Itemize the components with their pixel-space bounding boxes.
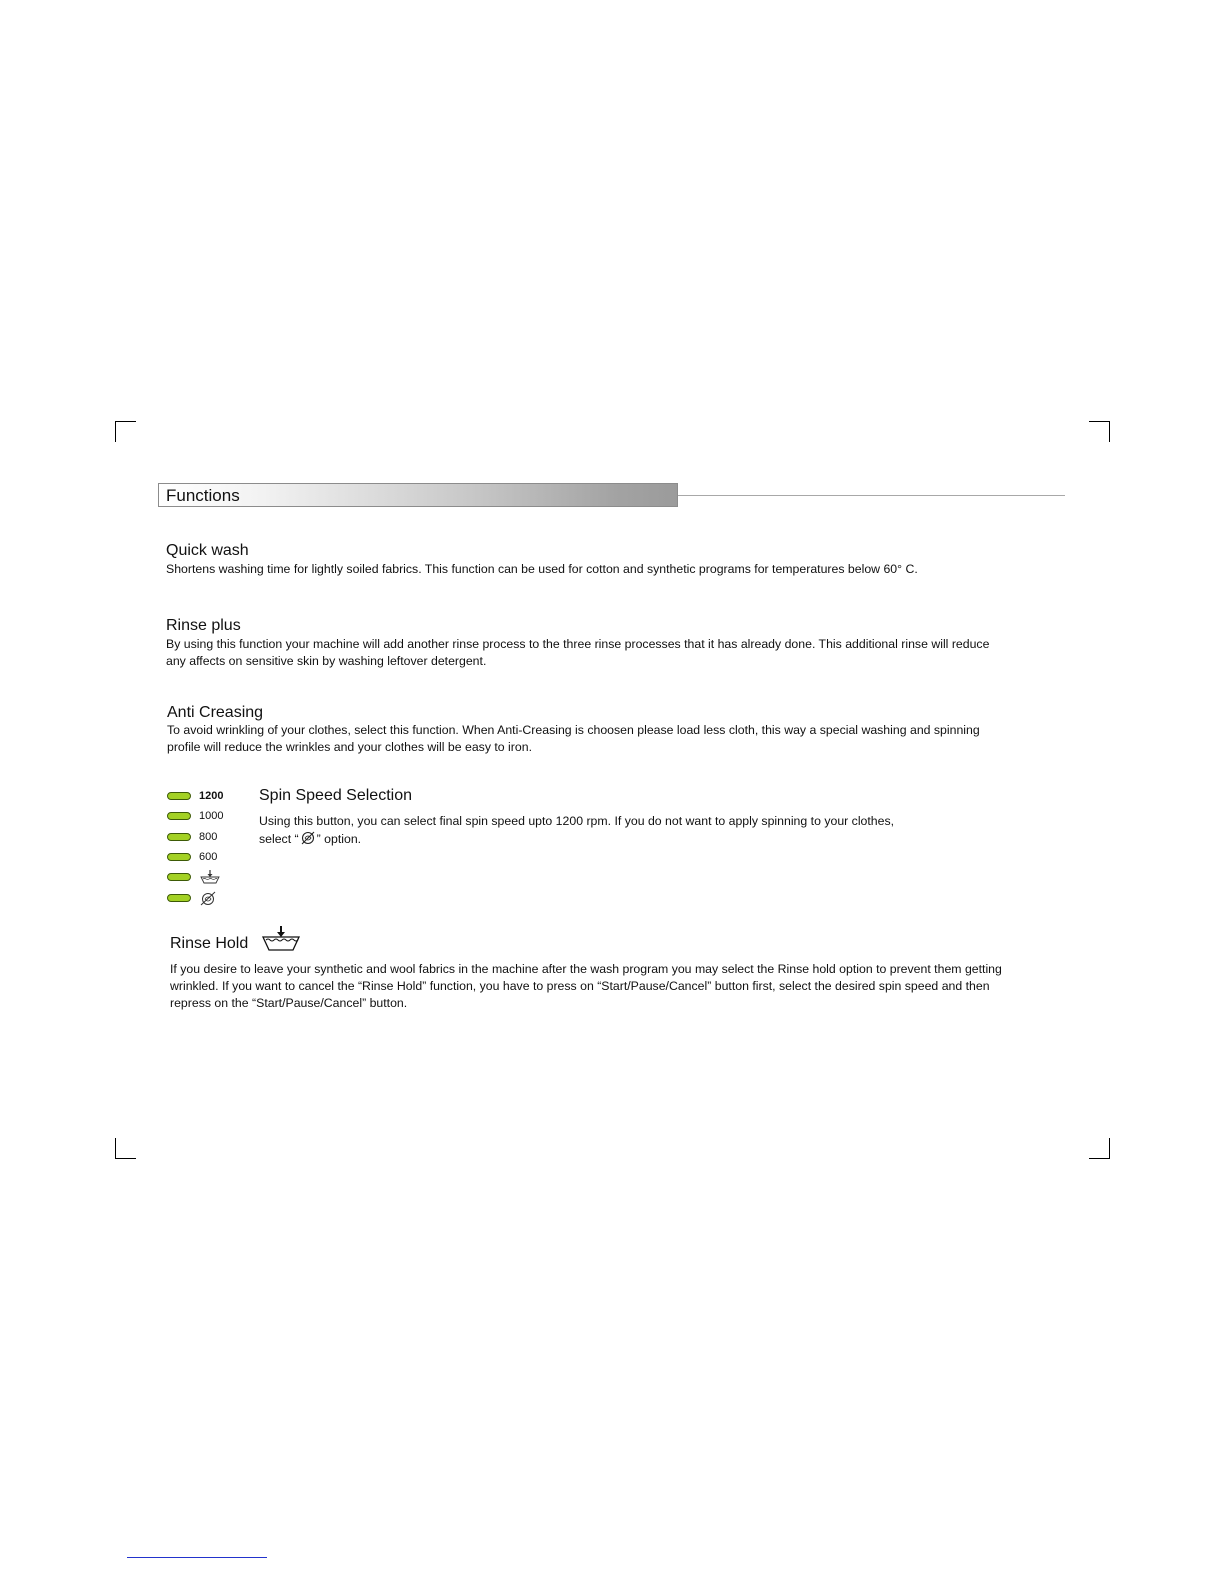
spin-speed-text [259,813,919,848]
anti-creasing-text: To avoid wrinkling of your clothes, select this function. When Anti-Creasing is choosen please load less cloth, this way a special washing and spinning profile will reduce the wrinkles and your clothes will be easy to iron. [167,723,980,754]
section-header-bar [158,483,678,507]
spin-option-600 [167,847,257,867]
spin-option-label: 800 [199,830,218,843]
spin-option-rinse-hold [167,867,257,887]
page-title: Functions [166,486,240,505]
spin-option-1200 [167,786,257,806]
spin-speed-text-part-1: Using this button, you can select final spin speed upto 1200 rpm. If you do not want to apply spinning to your clothes, select “ [259,814,895,846]
led-indicator [167,812,191,820]
led-indicator [167,792,191,800]
spin-speed-text-part-2: ” option. [316,832,362,846]
no-spin-icon [299,830,317,846]
spin-speed-title: Spin Speed Selection [259,787,412,804]
rinse-hold-icon [260,925,302,953]
footer-link-underline [127,1557,267,1558]
rinse-hold-title: Rinse Hold [170,935,249,952]
crop-mark-bottom-right [1089,1138,1110,1159]
led-indicator [167,873,191,881]
crop-mark-top-right [1089,421,1110,442]
spin-option-no-spin [167,887,257,907]
crop-mark-top-left [115,421,136,442]
spin-option-1000 [167,806,257,826]
quick-wash-text: Shortens washing time for lightly soiled fabrics. This function can be used for cotton and synthetic programs for temperatures below 60° C. [166,562,918,576]
led-indicator [167,853,191,861]
anti-creasing-title: Anti Creasing [167,704,264,721]
spin-option-label: 1000 [199,810,224,823]
rinse-plus-text: By using this function your machine will add another rinse process to the three rinse processes that it has already done. This additional rinse will reduce any affects on sensitive skin by washing leftover detergent. [166,637,990,668]
rinse-hold-icon [199,869,221,885]
led-indicator [167,833,191,841]
spin-option-label: 600 [199,851,218,864]
spin-speed-indicator-list [167,786,257,908]
spin-option-label: 1200 [199,790,224,803]
quick-wash-title: Quick wash [166,542,249,559]
crop-mark-bottom-left [115,1138,136,1159]
header-divider [678,495,1065,496]
spin-option-800 [167,827,257,847]
no-spin-icon [199,890,221,906]
rinse-hold-text: If you desire to leave your synthetic and wool fabrics in the machine after the wash program you may select the Rinse hold option to prevent them getting wrinkled. If you want to cancel the “Rinse Hold” function, you have to press on “Start/Pause/Cancel” button first, select the desired spin speed and then repress on the “Start/Pause/Cancel” button. [170,962,1002,1010]
rinse-plus-title: Rinse plus [166,617,241,634]
led-indicator [167,894,191,902]
